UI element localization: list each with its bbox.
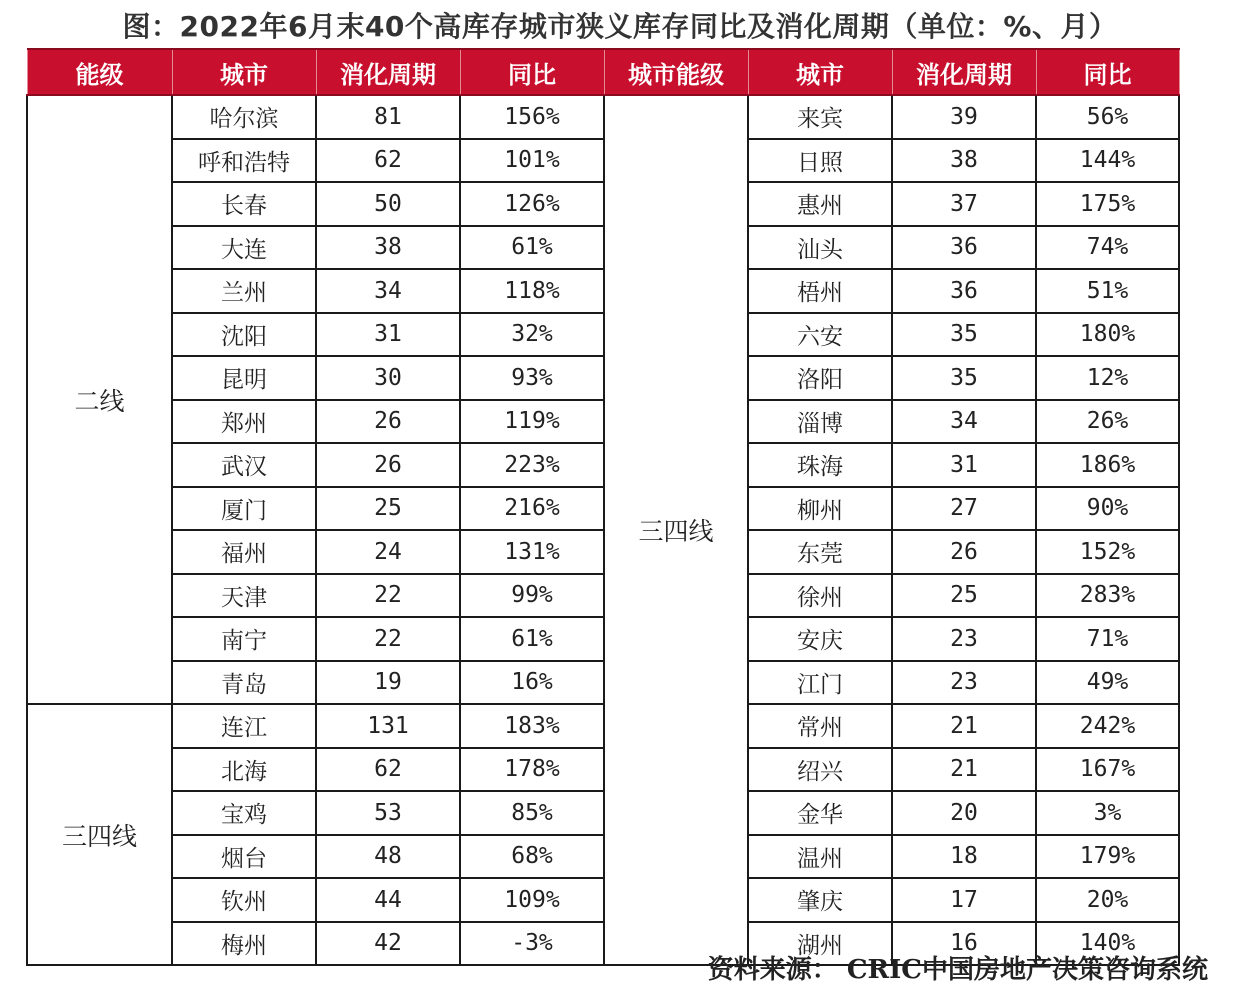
yoy-cell: -3% [460,922,604,966]
yoy-cell: 68% [460,835,604,879]
city-cell: 东莞 [748,530,892,574]
city-cell: 金华 [748,791,892,835]
yoy-cell: 152% [1036,530,1179,574]
source-note: 资料来源： CRIC中国房地产决策咨询系统 [707,955,1208,985]
city-cell: 梅州 [172,922,316,966]
yoy-cell: 109% [460,878,604,922]
cycle-cell: 35 [892,356,1036,400]
yoy-cell: 16% [460,661,604,705]
header-tier: 能级 [27,49,172,95]
cycle-cell: 27 [892,487,1036,531]
yoy-cell: 26% [1036,400,1179,444]
cycle-cell: 38 [316,226,460,270]
city-cell: 兰州 [172,269,316,313]
yoy-cell: 131% [460,530,604,574]
table-row [27,835,1179,879]
cycle-cell: 25 [892,574,1036,618]
cycle-cell: 62 [316,748,460,792]
cycle-cell: 26 [316,443,460,487]
yoy-cell: 90% [1036,487,1179,531]
cycle-cell: 36 [892,226,1036,270]
cycle-cell: 21 [892,748,1036,792]
table-row [27,530,1179,574]
tier-cell: 二线 [27,95,172,704]
cycle-cell: 23 [892,661,1036,705]
table-row [27,356,1179,400]
cycle-cell: 19 [316,661,460,705]
yoy-cell: 119% [460,400,604,444]
table-row [27,574,1179,618]
city-cell: 昆明 [172,356,316,400]
yoy-cell: 126% [460,182,604,226]
table-row [27,313,1179,357]
cycle-cell: 18 [892,835,1036,879]
cycle-cell: 81 [316,95,460,139]
cycle-cell: 38 [892,139,1036,183]
yoy-cell: 223% [460,443,604,487]
yoy-cell: 175% [1036,182,1179,226]
header-yoy: 同比 [1036,49,1179,95]
yoy-cell: 156% [460,95,604,139]
tier-cell: 三四线 [604,95,748,965]
table-row [27,617,1179,661]
cycle-cell: 22 [316,617,460,661]
city-cell: 湖州 [748,922,892,966]
cycle-cell: 131 [316,704,460,748]
city-cell: 淄博 [748,400,892,444]
cycle-cell: 30 [316,356,460,400]
cycle-cell: 17 [892,878,1036,922]
cycle-cell: 50 [316,182,460,226]
city-cell: 烟台 [172,835,316,879]
cycle-cell: 53 [316,791,460,835]
yoy-cell: 167% [1036,748,1179,792]
inventory-table [26,48,1180,966]
header-cycle: 消化周期 [892,49,1036,95]
figure-title: 图：2022年6月末40个高库存城市狭义库存同比及消化周期（单位：%、月） [122,10,1118,43]
table-row [27,487,1179,531]
table-row [27,400,1179,444]
tier-cell: 三四线 [27,704,172,965]
yoy-cell: 99% [460,574,604,618]
city-cell: 温州 [748,835,892,879]
city-cell: 洛阳 [748,356,892,400]
table-row [27,661,1179,705]
cycle-cell: 21 [892,704,1036,748]
city-cell: 沈阳 [172,313,316,357]
city-cell: 汕头 [748,226,892,270]
yoy-cell: 216% [460,487,604,531]
yoy-cell: 71% [1036,617,1179,661]
cycle-cell: 20 [892,791,1036,835]
city-cell: 梧州 [748,269,892,313]
cycle-cell: 22 [316,574,460,618]
cycle-cell: 31 [892,443,1036,487]
city-cell: 哈尔滨 [172,95,316,139]
yoy-cell: 186% [1036,443,1179,487]
yoy-cell: 3% [1036,791,1179,835]
table-row [27,269,1179,313]
header-city: 城市 [172,49,316,95]
yoy-cell: 179% [1036,835,1179,879]
yoy-cell: 74% [1036,226,1179,270]
yoy-cell: 12% [1036,356,1179,400]
table-row [27,704,1179,748]
city-cell: 厦门 [172,487,316,531]
table-row [27,748,1179,792]
city-cell: 南宁 [172,617,316,661]
yoy-cell: 61% [460,226,604,270]
city-cell: 珠海 [748,443,892,487]
city-cell: 长春 [172,182,316,226]
yoy-cell: 101% [460,139,604,183]
table-row [27,95,1179,139]
yoy-cell: 183% [460,704,604,748]
city-cell: 江门 [748,661,892,705]
city-cell: 青岛 [172,661,316,705]
yoy-cell: 85% [460,791,604,835]
header-cycle: 消化周期 [316,49,460,95]
yoy-cell: 51% [1036,269,1179,313]
city-cell: 大连 [172,226,316,270]
table-body [27,95,1179,965]
city-cell: 北海 [172,748,316,792]
yoy-cell: 242% [1036,704,1179,748]
city-cell: 常州 [748,704,892,748]
table-row [27,791,1179,835]
city-cell: 宝鸡 [172,791,316,835]
yoy-cell: 180% [1036,313,1179,357]
cycle-cell: 31 [316,313,460,357]
city-cell: 徐州 [748,574,892,618]
yoy-cell: 56% [1036,95,1179,139]
yoy-cell: 32% [460,313,604,357]
cycle-cell: 34 [316,269,460,313]
header-city: 城市 [748,49,892,95]
city-cell: 来宾 [748,95,892,139]
yoy-cell: 61% [460,617,604,661]
cycle-cell: 24 [316,530,460,574]
city-cell: 呼和浩特 [172,139,316,183]
cycle-cell: 39 [892,95,1036,139]
city-cell: 福州 [172,530,316,574]
city-cell: 安庆 [748,617,892,661]
yoy-cell: 283% [1036,574,1179,618]
city-cell: 惠州 [748,182,892,226]
city-cell: 绍兴 [748,748,892,792]
cycle-cell: 16 [892,922,1036,966]
table-row [27,226,1179,270]
cycle-cell: 37 [892,182,1036,226]
city-cell: 六安 [748,313,892,357]
cycle-cell: 34 [892,400,1036,444]
city-cell: 肇庆 [748,878,892,922]
city-cell: 武汉 [172,443,316,487]
yoy-cell: 20% [1036,878,1179,922]
city-cell: 郑州 [172,400,316,444]
cycle-cell: 26 [316,400,460,444]
cycle-cell: 44 [316,878,460,922]
table-header-row [27,49,1179,95]
cycle-cell: 25 [316,487,460,531]
city-cell: 钦州 [172,878,316,922]
table-row [27,182,1179,226]
table-row [27,139,1179,183]
cycle-cell: 48 [316,835,460,879]
city-cell: 天津 [172,574,316,618]
cycle-cell: 35 [892,313,1036,357]
yoy-cell: 93% [460,356,604,400]
yoy-cell: 49% [1036,661,1179,705]
table-row [27,878,1179,922]
table-row [27,443,1179,487]
cycle-cell: 23 [892,617,1036,661]
yoy-cell: 118% [460,269,604,313]
city-cell: 连江 [172,704,316,748]
cycle-cell: 62 [316,139,460,183]
cycle-cell: 26 [892,530,1036,574]
header-city-tier: 城市能级 [604,49,748,95]
yoy-cell: 178% [460,748,604,792]
city-cell: 日照 [748,139,892,183]
city-cell: 柳州 [748,487,892,531]
cycle-cell: 36 [892,269,1036,313]
yoy-cell: 144% [1036,139,1179,183]
yoy-cell: 140% [1036,922,1179,966]
header-yoy: 同比 [460,49,604,95]
cycle-cell: 42 [316,922,460,966]
